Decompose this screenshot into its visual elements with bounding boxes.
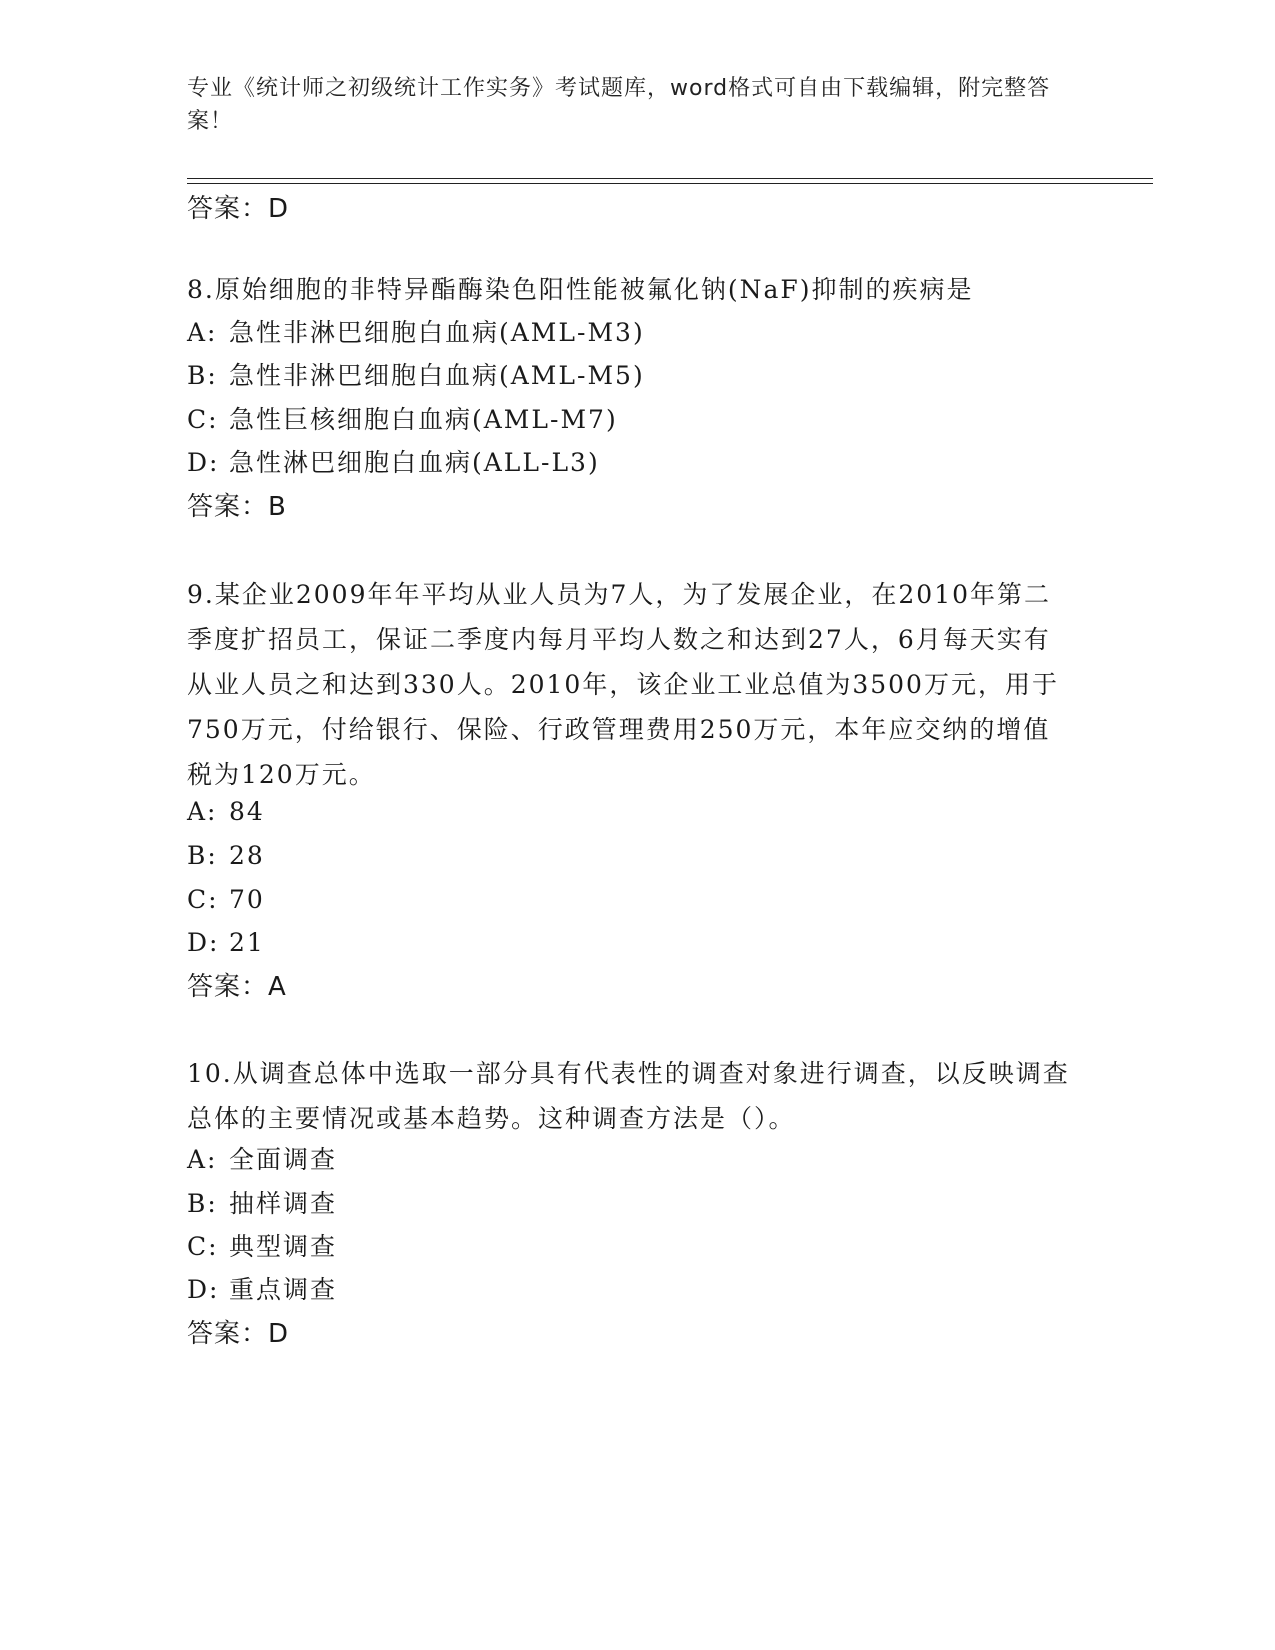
header-rule-bottom [187,183,1153,184]
question-8-stem: 8.原始细胞的非特异酯酶染色阳性能被氟化钠(NaF)抑制的疾病是 [187,275,974,304]
option-text: 典型调查 [229,1232,338,1261]
question-8-option-c [187,404,618,436]
option-text: 急性巨核细胞白血病(AML-M7) [229,405,618,434]
question-9-stem: 9.某企业2009年年平均从业人员为7人，为了发展企业，在2010年第二季度扩招员工，保证二季度内每月平均人数之和达到27人，6月每天实有从业人员之和达到330人。2010年，该企业工业总值为3500万元，用于750万元，付给银行、保险、行政管理费用250万元，本年应交纳的增值税为120万元。 [187,580,1059,789]
question-8-option-d [187,447,600,479]
option-key: A: [187,797,218,826]
option-key: A: [187,1145,218,1174]
header-rule-top [187,178,1153,179]
question-9-option-d [187,927,265,959]
option-text: 84 [229,797,265,826]
question-8-option-a [187,317,645,349]
option-key: A: [187,318,218,347]
question-8-answer: 答案：B [187,492,287,522]
option-text: 全面调查 [229,1145,338,1174]
question-10-option-c [187,1231,337,1263]
question-10-option-a [187,1144,337,1176]
question-10-option-b [187,1188,337,1220]
question-10-answer: 答案：D [187,1319,290,1349]
option-key: B: [187,1189,218,1218]
option-text: 急性非淋巴细胞白血病(AML-M3) [229,318,645,347]
document-header: 专业《统计师之初级统计工作实务》考试题库，word格式可自由下载编辑，附完整答案！ [187,76,1051,134]
option-key: C: [187,885,219,914]
option-key: B: [187,361,218,390]
option-text: 急性淋巴细胞白血病(ALL-L3) [229,448,600,477]
option-text: 抽样调查 [229,1189,338,1218]
question-9-option-a [187,796,265,828]
question-9-answer: 答案：A [187,972,287,1002]
option-key: C: [187,405,219,434]
option-key: D: [187,928,220,957]
option-text: 重点调查 [229,1275,338,1304]
option-text: 21 [229,928,265,957]
option-text: 70 [229,885,265,914]
option-text: 28 [229,841,265,870]
option-key: D: [187,448,220,477]
question-10-option-d [187,1274,337,1306]
option-key: C: [187,1232,219,1261]
previous-answer: 答案：D [187,194,290,224]
question-9-option-b [187,840,265,872]
question-8-option-b [187,360,645,392]
option-key: D: [187,1275,220,1304]
question-10-stem: 10.从调查总体中选取一部分具有代表性的调查对象进行调查，以反映调查总体的主要情况或基本趋势。这种调查方法是（）。 [187,1059,1070,1133]
option-text: 急性非淋巴细胞白血病(AML-M5) [229,361,645,390]
option-key: B: [187,841,218,870]
question-9-option-c [187,884,265,916]
